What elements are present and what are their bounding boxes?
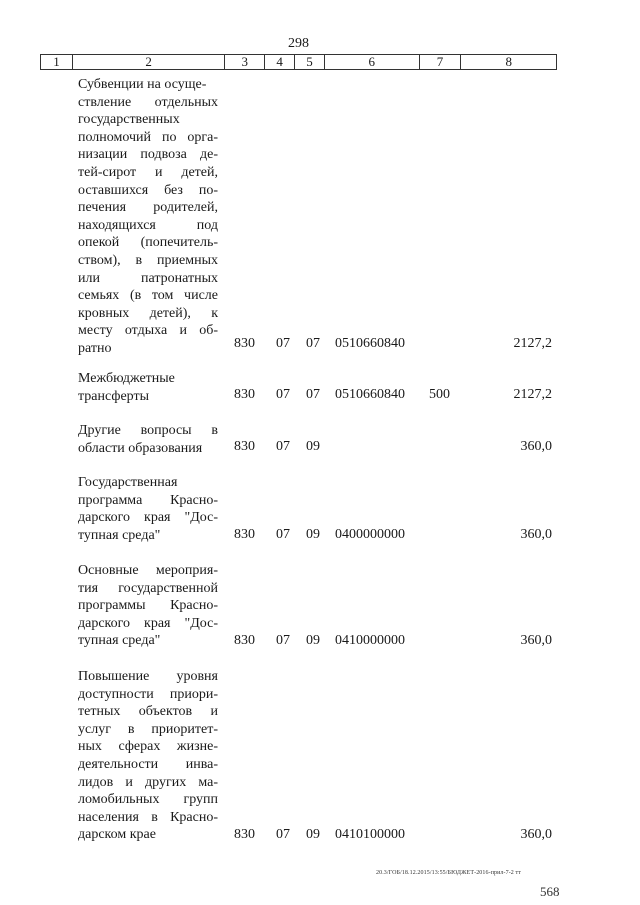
cell-pr: 09 xyxy=(306,527,320,542)
cell-ved: 830 xyxy=(234,827,255,842)
row-name: Другие вопросы в области образования xyxy=(78,423,218,456)
document-stamp: 20.3/ГОБ/18.12.2015/13:55/БЮДЖЕТ-2016-прил-7-2 тт xyxy=(376,870,521,876)
cell-sum: 360,0 xyxy=(520,827,552,842)
cell-sum: 360,0 xyxy=(520,633,552,648)
page-number-top: 298 xyxy=(288,36,309,51)
row-name: Основные мероприя- тия государственной программы Красно- дарского края "Дос- тупная среда" xyxy=(78,563,218,649)
header-col-3: 3 xyxy=(225,55,265,69)
cell-csr: 0410100000 xyxy=(335,827,405,842)
cell-pr: 09 xyxy=(306,439,320,454)
row-name: Субвенции на осуще- ствление отдельных государственных полномочий по орга- низации подвоза де- тей-сирот и детей, оставшихся без по- печения родителей, находящихся под опекой (попечитель- ством), в приемных или патронатных семьях (в том числе кровных детей), к месту отдыха и об- ратно xyxy=(78,77,218,356)
cell-sum: 2127,2 xyxy=(513,336,552,351)
cell-csr: 0510660840 xyxy=(335,336,405,351)
cell-ved: 830 xyxy=(234,633,255,648)
cell-rz: 07 xyxy=(276,633,290,648)
cell-csr: 0510660840 xyxy=(335,387,405,402)
cell-csr: 0410000000 xyxy=(335,633,405,648)
cell-sum: 2127,2 xyxy=(513,387,552,402)
cell-rz: 07 xyxy=(276,527,290,542)
cell-pr: 07 xyxy=(306,387,320,402)
row-name: Межбюджетные трансферты xyxy=(78,371,175,404)
cell-pr: 07 xyxy=(306,336,320,351)
cell-csr: 0400000000 xyxy=(335,527,405,542)
cell-sum: 360,0 xyxy=(520,527,552,542)
cell-ved: 830 xyxy=(234,527,255,542)
row-name: Повышение уровня доступности приори- тетных объектов и услуг в приоритет- ных сферах жизне- деятельности инва- лидов и других ма- ломобильных групп населения в Красно- дарском крае xyxy=(78,669,218,843)
cell-rz: 07 xyxy=(276,439,290,454)
header-col-6: 6 xyxy=(325,55,420,69)
cell-pr: 09 xyxy=(306,827,320,842)
cell-pr: 09 xyxy=(306,633,320,648)
cell-ved: 830 xyxy=(234,439,255,454)
header-col-4: 4 xyxy=(265,55,295,69)
header-col-8: 8 xyxy=(505,54,512,69)
header-col-2: 2 xyxy=(73,55,225,69)
cell-sum: 360,0 xyxy=(520,439,552,454)
table-header-row xyxy=(40,54,557,70)
cell-ved: 830 xyxy=(234,336,255,351)
cell-rz: 07 xyxy=(276,336,290,351)
row-name: Государственная программа Красно- дарского края "Дос- тупная среда" xyxy=(78,475,218,543)
cell-ved: 830 xyxy=(234,387,255,402)
header-col-1: 1 xyxy=(41,55,73,69)
header-col-5: 5 xyxy=(295,55,325,69)
cell-rz: 07 xyxy=(276,827,290,842)
header-col-7: 7 xyxy=(420,55,462,69)
page-number-bottom: 568 xyxy=(540,884,560,899)
cell-rz: 07 xyxy=(276,387,290,402)
cell-vr: 500 xyxy=(429,387,450,402)
